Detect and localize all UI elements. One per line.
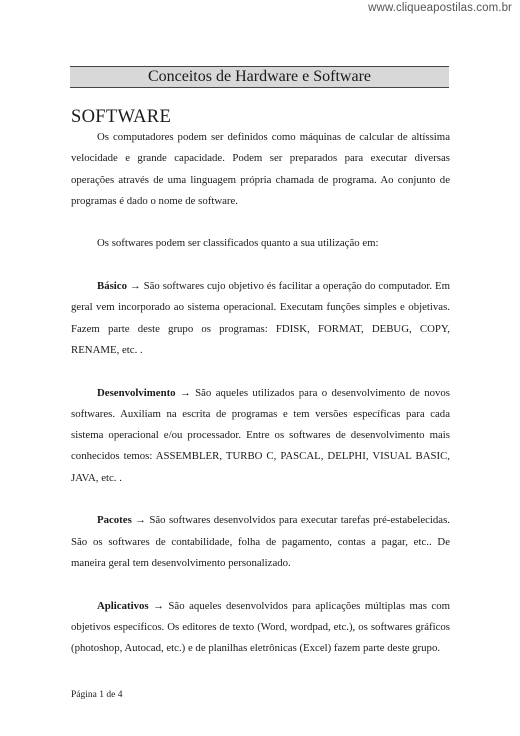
category-term: Desenvolvimento [97, 386, 176, 399]
arrow-icon: → [153, 599, 164, 612]
category-term: Básico [97, 280, 127, 293]
site-watermark: www.cliqueapostilas.com.br [368, 2, 512, 14]
category-text: São softwares desenvolvidos para executar tarefas pré-estabelecidas. São os softwares de contabilidade, folha de pagamento, contas a pagar, etc.. De maneira geral tem desenvolvimento personalizado. [71, 514, 450, 569]
category-text: São aqueles utilizados para o desenvolvimento de novos softwares. Auxiliam na escrita de programas e tem versões específicas para cada sistema operacional e/ou processador. Entre os softwares de desenvolvimento mais conhecidos temos: ASSEMBLER, TURBO C, PASCAL, DELPHI, VISUAL BASIC, JAVA, etc. . [71, 386, 450, 484]
arrow-icon: → [135, 514, 146, 527]
classification-intro: Os softwares podem ser classificados quanto a sua utilização em: [97, 237, 379, 250]
page-number: Página 1 de 4 [71, 690, 123, 700]
category-aplicativos [71, 596, 450, 660]
category-desenvolvimento [71, 383, 450, 489]
intro-paragraph: Os computadores podem ser definidos como máquinas de calcular de altíssima velocidade e grande capacidade. Podem ser preparados para executar diversas operações através de uma linguagem própria chamada de programa. Ao conjunto de programas é dado o nome de software. [71, 131, 450, 207]
document-body [71, 127, 450, 681]
category-term: Pacotes [97, 514, 132, 527]
arrow-icon: → [129, 280, 141, 293]
category-text: São aqueles desenvolvidos para aplicações múltiplas mas com objetivos específicos. Os editores de texto (Word, wordpad, etc.), os softwares gráficos (photoshop, Autocad, etc.) e de planilhas eletrônicas (Excel) fazem parte deste grupo. [71, 599, 451, 655]
section-heading: SOFTWARE [71, 107, 172, 127]
category-pacotes [71, 510, 450, 574]
document-title: Conceitos de Hardware e Software [70, 66, 449, 88]
category-text: São softwares cujo objetivo és facilitar a operação do computador. Em geral vem incorporado ao sistema operacional. Executam funções simples e objetivas. Fazem parte deste grupo os programas: FDISK, FORMAT, DEBUG, COPY, RENAME, etc. . [71, 280, 450, 356]
category-basico [71, 276, 450, 361]
arrow-icon: → [179, 386, 191, 399]
category-term: Aplicativos [97, 599, 149, 612]
